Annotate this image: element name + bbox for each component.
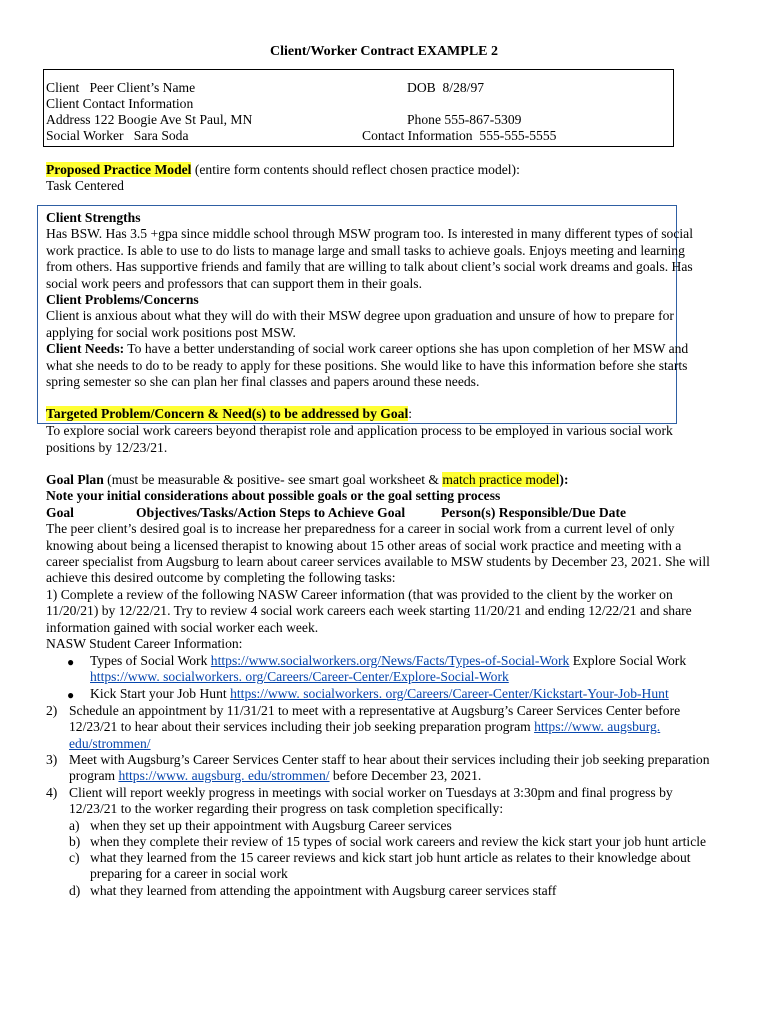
goal-desc-line: career specialist from Augsburg to learn about career services available to MSW students by December 23, 2021. She will [46,554,710,569]
targeted-line: positions by 12/23/21. [46,440,168,455]
address-value: 122 Boogie Ave St Paul, MN [93,112,253,127]
sub-c-text: preparing for a career in social work [90,866,288,881]
goal-plan-highlight: match practice model [442,472,560,487]
dob-row [407,80,484,96]
targeted-colon: : [408,406,413,421]
item-3-line [69,768,481,784]
needs-heading: Client Needs: [46,341,125,356]
bullet-dot-icon: ● [67,655,75,669]
problems-line: applying for social work positions post MSW. [46,325,296,340]
goal-plan-row [46,472,568,488]
bullet-item [90,653,686,669]
strengths-line: social work peers and professors that can support them in their goals. [46,276,422,291]
item-3-number: 3) [46,752,58,767]
sub-b-letter: b) [69,834,81,849]
sub-a-letter: a) [69,818,80,833]
problems-heading: Client Problems/Concerns [46,292,199,307]
phone-row [407,112,521,128]
item-2-line: Schedule an appointment by 11/31/21 to meet with a representative at Augsburg’s Career Services Center before [69,703,681,718]
client-label: Client [46,80,80,95]
item-2-line [69,719,660,735]
targeted-row [46,406,412,422]
bullet-item-continued [90,669,509,685]
needs-line: spring semester so she can plan her final classes and papers around these needs. [46,374,480,389]
nasw-label: NASW Student Career Information: [46,636,243,651]
col-person: Person(s) Responsible/Due Date [441,505,627,520]
sw-contact-label: Contact Information [362,128,473,143]
practice-model-value: Task Centered [46,178,124,193]
dob-label: DOB [407,80,436,95]
item-4-line: 12/23/21 to the worker regarding their progress on task completion specifically: [69,801,504,816]
phone-label: Phone [407,112,441,127]
item-2-link-continued [69,736,151,752]
augsburg-strommen-link[interactable]: edu/strommen/ [69,736,151,751]
address-row [46,112,252,128]
needs-line: what she needs to do to be ready to apply for these positions. She would like to have this information before she starts [46,358,688,373]
phone-value: 555-867-5309 [444,112,522,127]
explore-social-work-link[interactable]: https://www. socialworkers. org/Careers/Career-Center/Explore-Social-Work [90,669,509,684]
goal-plan-note: (must be measurable & positive- see smart goal worksheet & [103,472,443,487]
item-3-text-after: before December 23, 2021. [329,768,482,783]
considerations-heading: Note your initial considerations about possible goals or the goal setting process [46,488,501,503]
task-1-line: 1) Complete a review of the following NASW Career information (that was provided to the client by the worker on [46,587,673,602]
item-3-text: program [69,768,119,783]
bullet-text: Kick Start your Job Hunt [90,686,231,701]
social-worker-label: Social Worker [46,128,124,143]
bullet-dot-icon: ● [67,688,75,702]
problems-line: Client is anxious about what they will do with their MSW degree upon graduation and unsure of how to prepare for [46,308,674,323]
kickstart-job-hunt-link[interactable]: https://www. socialworkers. org/Careers/Career-Center/Kickstart-Your-Job-Hunt [230,686,669,701]
client-name: Peer Client’s Name [89,80,196,95]
practice-model-label: Proposed Practice Model [46,162,192,177]
client-contact-label: Client Contact Information [46,96,194,111]
targeted-line: To explore social work careers beyond therapist role and application process to be employed in various social work [46,423,673,438]
strengths-line: from others. Has supportive friends and family that are willing to talk about client’s social work dreams and goals. Has [46,259,693,274]
augsburg-strommen-link[interactable]: https://www. augsburg. edu/strommen/ [118,768,330,783]
strengths-line: Has BSW. Has 3.5 +gpa since middle school through MSW program too. Is interested in many different types of social [46,226,693,241]
sub-b-text: when they complete their review of 15 types of social work careers and review the kick start your job hunt article [90,834,707,849]
sub-a-text: when they set up their appointment with Augsburg Career services [90,818,452,833]
goal-desc-line: achieve this desired outcome by completing the following tasks: [46,570,396,585]
item-2-text: 12/23/21 to hear about their services including their job seeking preparation program [69,719,535,734]
sw-contact-value: 555-555-5555 [479,128,557,143]
item-4-number: 4) [46,785,58,800]
sw-contact-row [362,128,556,144]
col-goal: Goal [46,505,74,520]
practice-model-note: (entire form contents should reflect chosen practice model): [191,162,520,177]
task-1-line: 11/20/21) by 12/22/21. Try to review 4 social work careers each week starting 11/20/21 and ending 12/22/21 and share [46,603,692,618]
goal-table-header [46,505,633,521]
goal-desc-line: knowing about being a licensed therapist to knowing about 15 other areas of social work practice and meeting with a [46,538,682,553]
practice-model-row [46,162,520,178]
bullet-item [90,686,669,702]
goal-plan-label: Goal Plan [46,472,104,487]
needs-text: To have a better understanding of social work career options she has upon completion of her MSW and [124,341,689,356]
social-worker-row [46,128,189,144]
item-4-line: Client will report weekly progress in meetings with social worker on Tuesdays at 3:30pm and final progress by [69,785,673,800]
client-row [46,80,195,96]
document-title: Client/Worker Contract EXAMPLE 2 [270,44,498,59]
strengths-heading: Client Strengths [46,210,141,225]
task-1-line: information gained with social worker each week. [46,620,319,635]
address-label: Address [46,112,91,127]
sub-c-text: what they learned from the 15 career reviews and kick start job hunt article as relates to their knowledge about [90,850,691,865]
social-worker-name: Sara Soda [133,128,189,143]
needs-line-first [46,341,688,357]
dob-value: 8/28/97 [442,80,485,95]
sub-d-text: what they learned from attending the appointment with Augsburg career services staff [90,883,557,898]
types-of-social-work-link[interactable]: https://www.socialworkers.org/News/Facts/Types-of-Social-Work [210,653,570,668]
bullet-text-after: Explore Social Work [569,653,687,668]
bullet-text: Types of Social Work [90,653,211,668]
item-3-line: Meet with Augsburg’s Career Services Center staff to hear about their services including their job seeking preparation [69,752,710,767]
goal-plan-note-end: ): [559,472,569,487]
col-objectives: Objectives/Tasks/Action Steps to Achieve Goal [136,505,406,520]
sub-d-letter: d) [69,883,81,898]
targeted-label: Targeted Problem/Concern & Need(s) to be addressed by Goal [46,406,409,421]
item-2-number: 2) [46,703,58,718]
sub-c-letter: c) [69,850,80,865]
goal-desc-line: The peer client’s desired goal is to increase her preparedness for a career in social work from a current level of only [46,521,675,536]
augsburg-strommen-link[interactable]: https://www. augsburg. [534,719,661,734]
strengths-line: work practice. Is able to use to do lists to manage large and small tasks to achieve goals. Enjoys meeting and learning [46,243,685,258]
